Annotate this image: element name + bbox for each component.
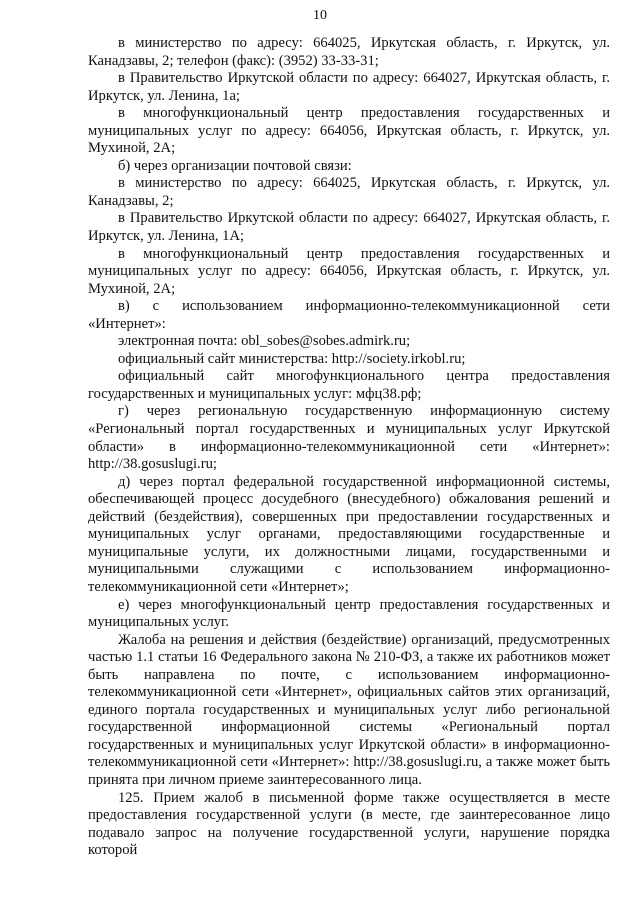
paragraph: е) через многофункциональный центр предоставления государственных и муниципальных услуг.	[88, 596, 610, 631]
paragraph: официальный сайт многофункционального центра предоставления государственных и муниципальных услуг: мфц38.рф;	[88, 368, 610, 402]
paragraph: 125. Прием жалоб в письменной форме также осуществляется в месте предоставления государственной услуги (в месте, где заинтересованное лицо подавало запрос на получение государственной услуги, нарушение порядка которой	[88, 789, 610, 859]
page-number: 10	[313, 8, 327, 23]
paragraph: в министерство по адресу: 664025, Иркутская область, г. Иркутск, ул. Канадзавы, 2; телефон (факс): (3952) 33-33-31;	[88, 35, 610, 69]
paragraph: г) через региональную государственную информационную систему «Региональный портал государственных и муниципальных услуг Иркутской области» в информационно-телекоммуникационной сети «Интернет»: http://38.gosuslugi.ru;	[88, 403, 610, 473]
paragraph: в Правительство Иркутской области по адресу: 664027, Иркутская область, г. Иркутск, ул. Ленина, 1а;	[88, 70, 610, 104]
paragraph: электронная почта: obl_sobes@sobes.admirk.ru;	[118, 333, 411, 350]
paragraph: б) через организации почтовой связи:	[118, 157, 352, 174]
paragraph: официальный сайт министерства: http://society.irkobl.ru;	[118, 350, 466, 367]
paragraph: в многофункциональный центр предоставления государственных и муниципальных услуг по адресу: 664056, Иркутская область, г. Иркутск, ул. Мухиной, 2А;	[88, 245, 610, 297]
paragraph: Жалоба на решения и действия (бездействие) организаций, предусмотренных частью 1.1 статьи 16 Федерального закона № 210-ФЗ, а также их работников может быть направлена по почте, с использованием информационно-телекоммуникационной сети «Интернет», официальных сайтов этих организаций, единого портала государственных и муниципальных услуг либо региональной государственной информационной системы «Региональный портал государственных и муниципальных услуг Иркутской области» в информационно-телекоммуникационной сети «Интернет»: http://38.gosuslugi.ru, а также может быть принята при личном приеме заинтересованного лица.	[88, 631, 610, 788]
paragraph: д) через портал федеральной государственной информационной системы, обеспечивающей процесс досудебного (внесудебного) обжалования решений и действий (бездействия), совершенных при предоставлении государственных и муниципальных услуг органами, предоставляющими государственные и муниципальные услуги, их должностными лицами, государственными и муниципальными служащими с использованием информационно-телекоммуникационной сети «Интернет»;	[88, 473, 610, 595]
document-body	[88, 35, 610, 860]
paragraph: в министерство по адресу: 664025, Иркутская область, г. Иркутск, ул. Канадзавы, 2;	[88, 175, 610, 209]
paragraph: в Правительство Иркутской области по адресу: 664027, Иркутская область, г. Иркутск, ул. Ленина, 1А;	[88, 210, 610, 245]
paragraph: в многофункциональный центр предоставления государственных и муниципальных услуг по адресу: 664056, Иркутская область, г. Иркутск, ул. Мухиной, 2А;	[88, 105, 610, 157]
paragraph: в) с использованием информационно-телекоммуникационной сети «Интернет»:	[88, 298, 610, 332]
